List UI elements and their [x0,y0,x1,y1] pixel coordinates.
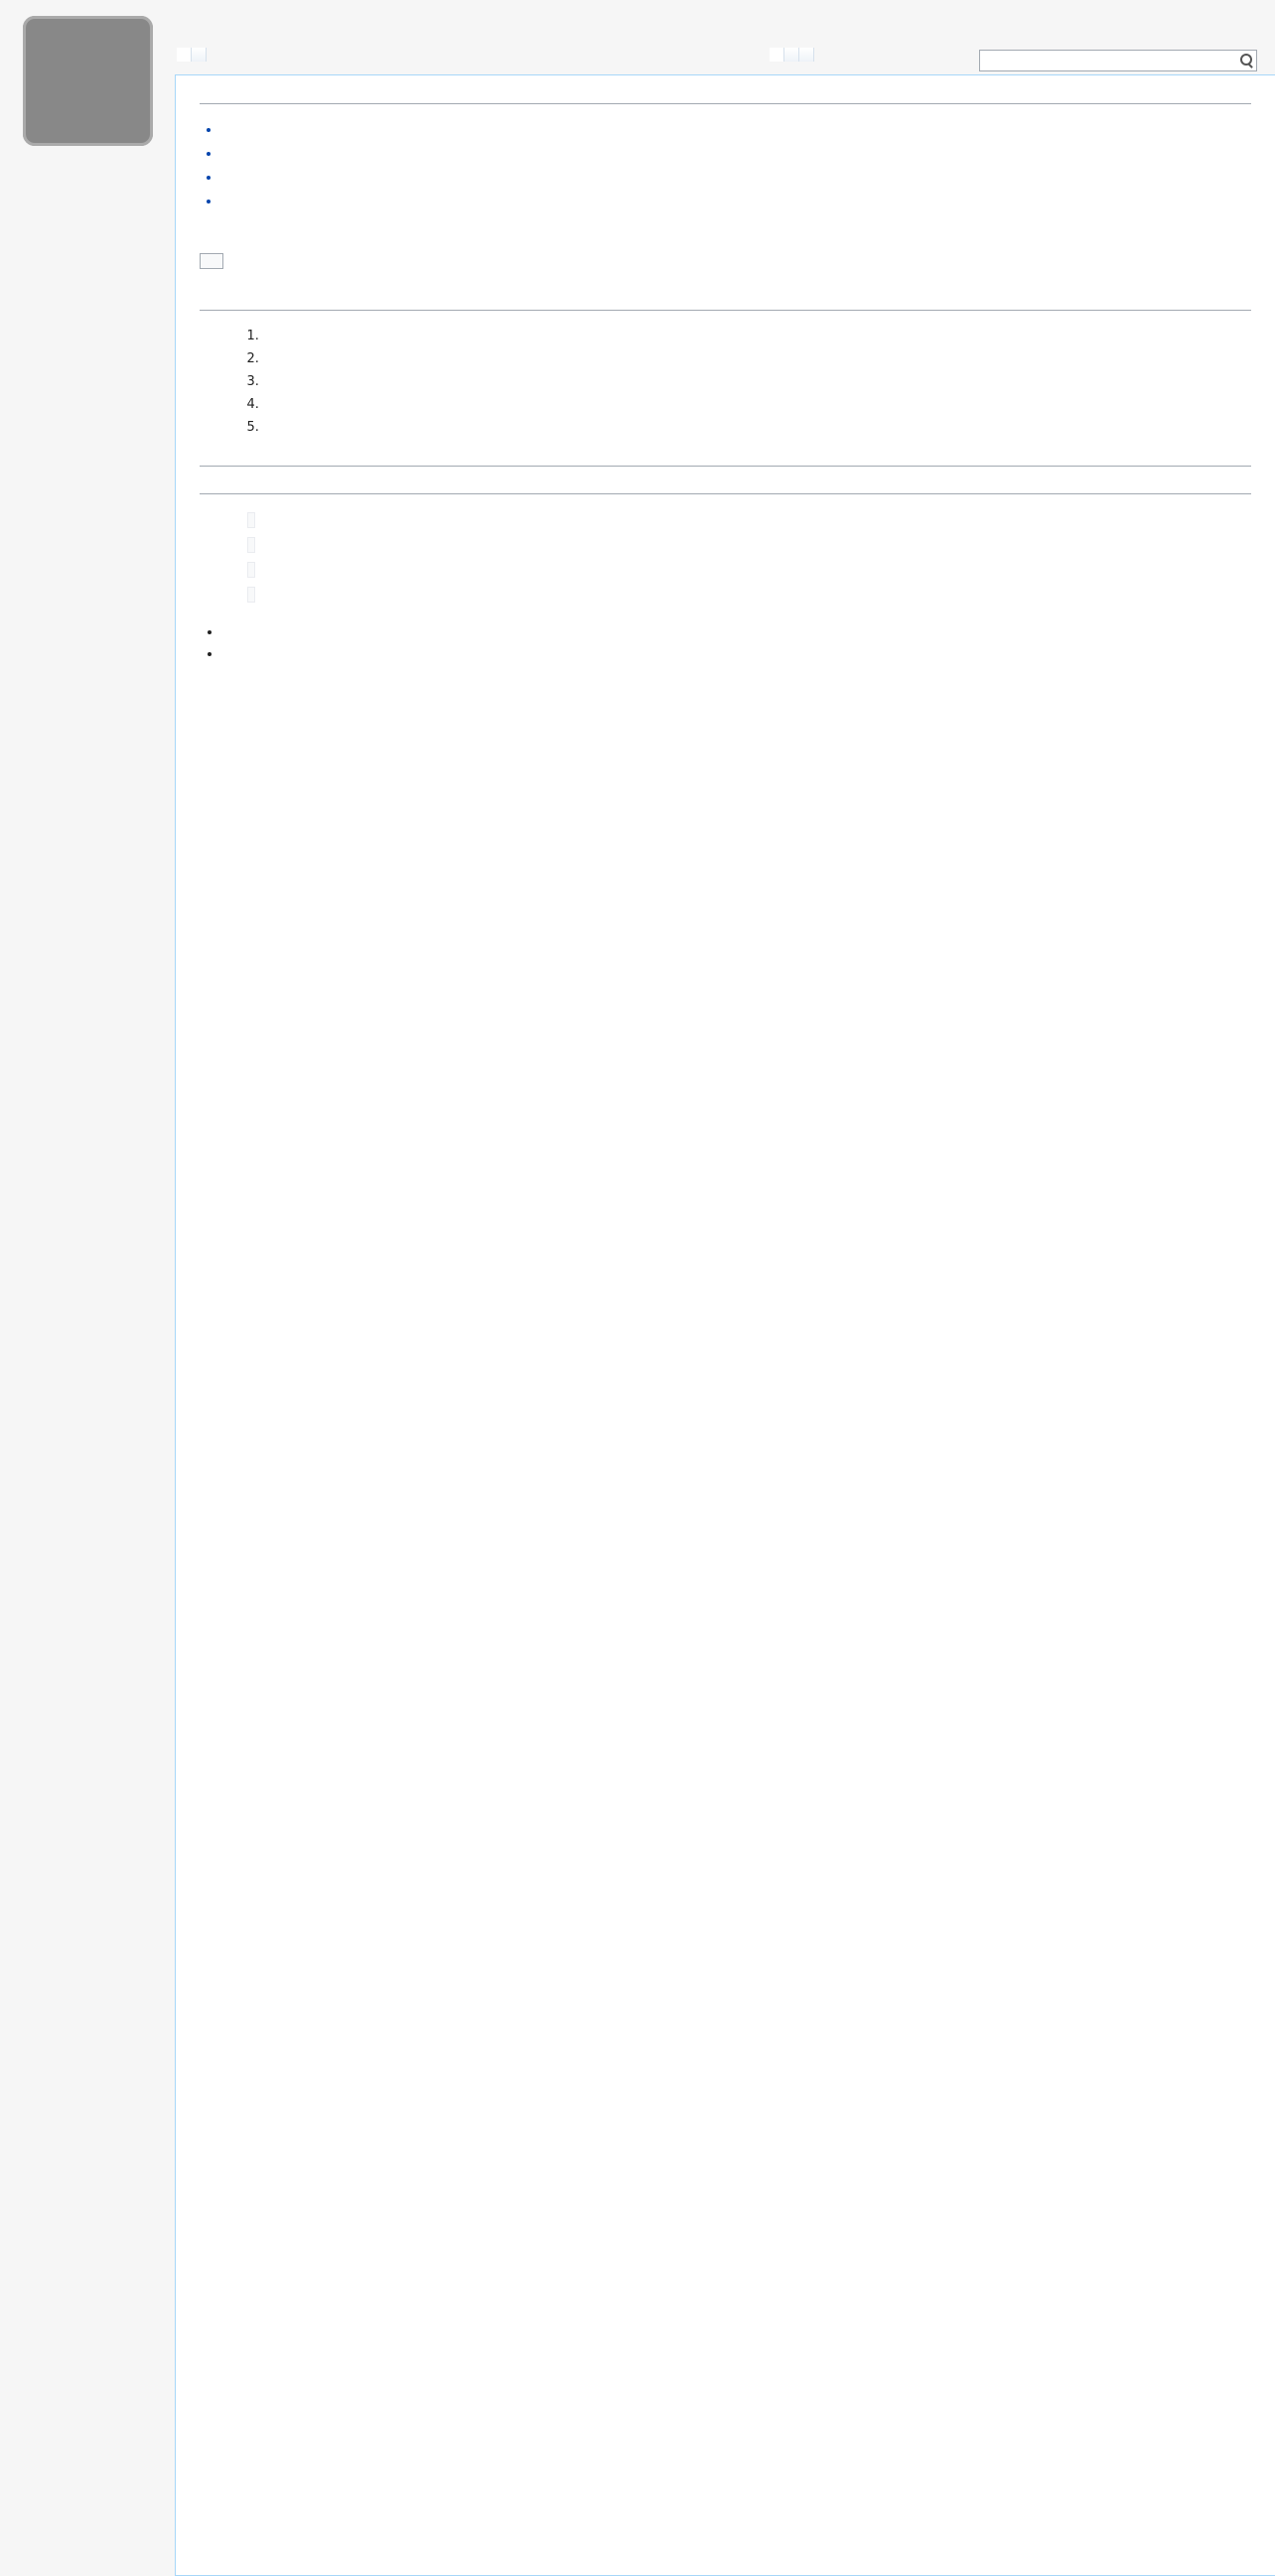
definitions-list [200,508,1251,608]
list-item [221,643,1251,665]
link-punishment-types[interactable] [221,118,1251,142]
search-input[interactable] [980,54,1236,68]
reference-links [200,118,1251,213]
search-icon[interactable] [1236,51,1256,70]
list-item [263,347,1251,370]
example-list [243,325,1251,439]
page-title [200,99,1251,104]
link-sub-accounts[interactable] [221,190,1251,213]
command-code [247,537,255,553]
search-box [979,50,1257,71]
view-tabs [770,48,814,62]
list-item [263,416,1251,439]
command-code [247,562,255,578]
list-item [263,325,1251,347]
heading-punishment-targets [200,307,1251,311]
tab-history[interactable] [799,48,814,62]
command-code [247,512,255,528]
tab-page[interactable] [177,48,192,62]
heading-building-rules [200,490,1251,494]
tab-talk[interactable] [192,48,207,62]
list-item [221,621,1251,643]
link-appeal[interactable] [221,166,1251,190]
list-item [263,370,1251,393]
tab-view-source[interactable] [784,48,799,62]
content [175,74,1275,2576]
light-offense-list [200,325,1251,439]
table-of-contents [200,253,223,269]
site-logo[interactable] [23,16,153,146]
tt-list [200,621,1251,665]
tab-read[interactable] [770,48,784,62]
sidebar [26,184,175,198]
heading-auto-processing [200,463,1251,467]
namespace-tabs [177,48,207,62]
command-code [247,587,255,603]
personal-tools [1235,8,1259,22]
list-item [263,393,1251,416]
link-incidental-punishment[interactable] [221,142,1251,166]
